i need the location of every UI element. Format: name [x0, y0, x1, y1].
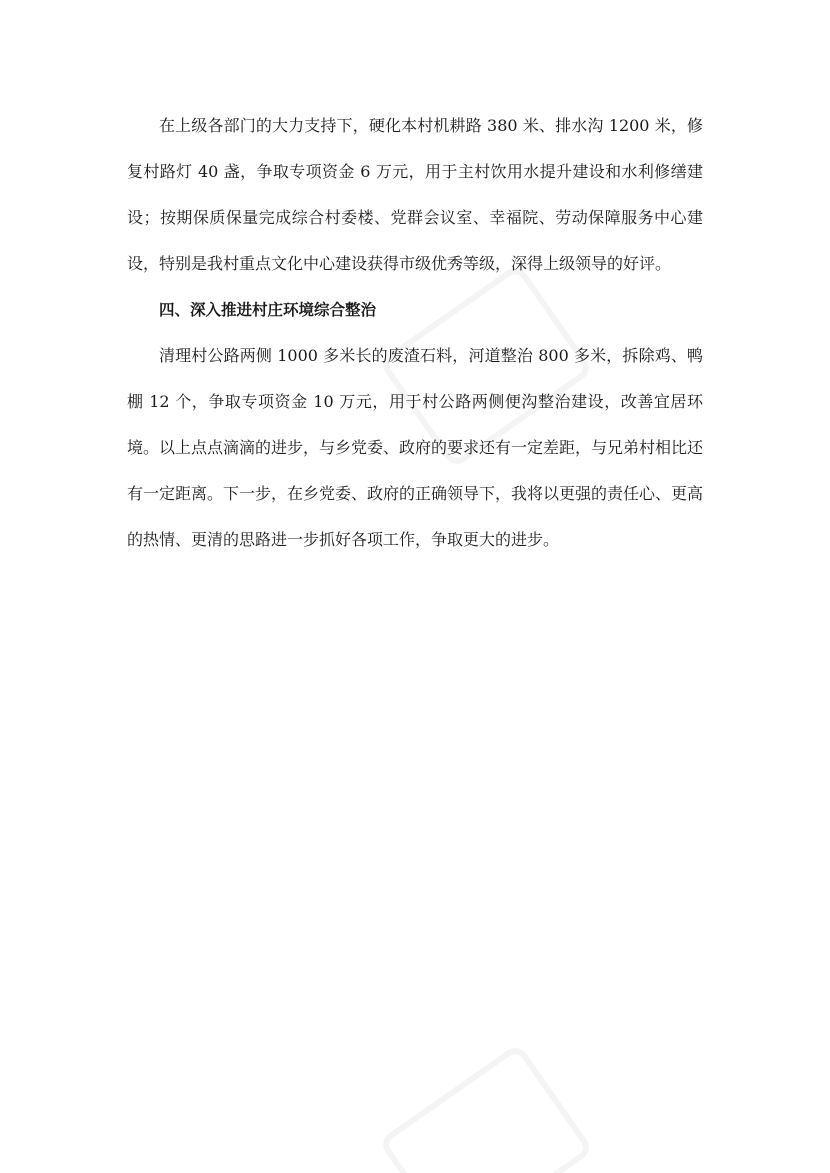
- body-paragraph: 清理村公路两侧 1000 多米长的废渣石料，河道整治 800 多米，拆除鸡、鸭棚 12 个，争取专项资金 10 万元，用于村公路两侧便沟整治建设，改善宜居环境。以上点点滴滴的进步，与乡党委、政府的要求还有一定差距，与兄弟村相比还有一定距离。下一步，在乡党委、政府的正确领导下，我将以更强的责任心、更高的热情、更清的思路进一步抓好各项工作，争取更大的进步。: [127, 346, 704, 549]
- watermark-mark: [378, 1043, 595, 1173]
- section-heading: 四、深入推进村庄环境综合整治: [159, 301, 377, 319]
- body-paragraph: 在上级各部门的大力支持下，硬化本村机耕路 380 米、排水沟 1200 米，修复村路灯 40 盏，争取专项资金 6 万元，用于主村饮用水提升建设和水利修缮建设；按期保质保量完成综合村委楼、党群会议室、幸福院、劳动保障服务中心建设，特别是我村重点文化中心建设获得市级优秀等级，深得上级领导的好评。: [127, 116, 703, 273]
- document-body: [127, 103, 703, 563]
